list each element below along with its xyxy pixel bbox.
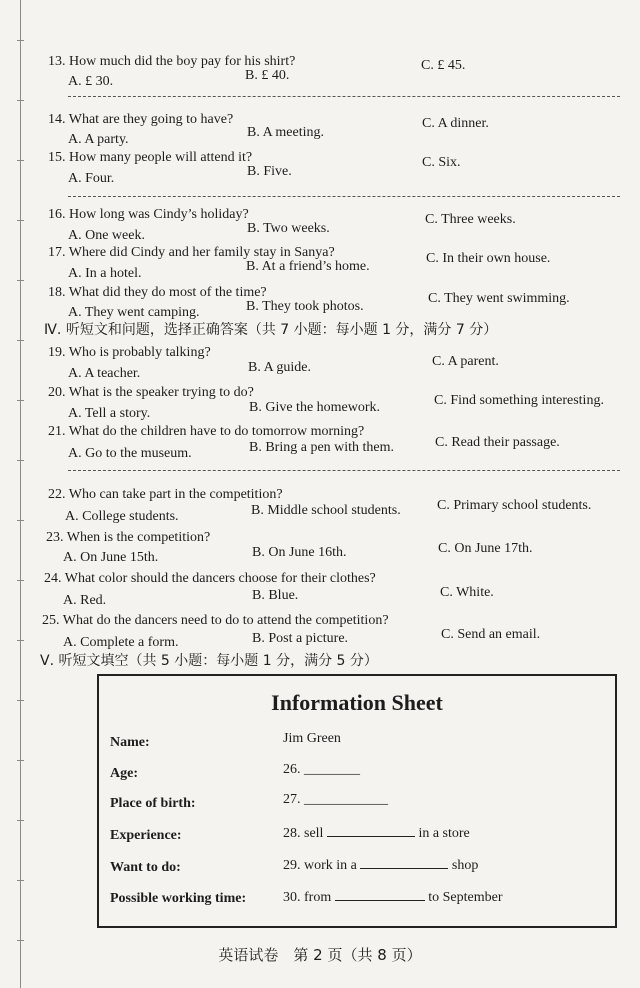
margin-tick xyxy=(17,460,24,461)
want-to-do-suffix: shop xyxy=(451,858,479,873)
q17-option-a: A. In a hotel. xyxy=(68,266,142,281)
question-15: 15. How many people will attend it? xyxy=(48,150,253,165)
q16-option-b: B. Two weeks. xyxy=(247,221,330,236)
q25-option-c: C. Send an email. xyxy=(441,627,541,642)
margin-tick xyxy=(17,820,24,821)
margin-tick xyxy=(17,760,24,761)
q13-option-a: A. £ 30. xyxy=(68,74,114,89)
q21-option-b: B. Bring a pen with them. xyxy=(249,440,395,455)
q15-option-c: C. Six. xyxy=(422,155,461,170)
question-21: 21. What do the children have to do tomorrow morning? xyxy=(48,424,365,439)
q16-option-c: C. Three weeks. xyxy=(425,212,516,227)
q21-option-a: A. Go to the museum. xyxy=(68,446,192,461)
q14-option-b: B. A meeting. xyxy=(247,125,324,140)
q25-option-b: B. Post a picture. xyxy=(252,631,349,646)
information-sheet-title: Information Sheet xyxy=(271,690,443,715)
q15-option-a: A. Four. xyxy=(68,171,115,186)
age-label: Age: xyxy=(110,766,138,781)
margin-tick xyxy=(17,280,24,281)
q23-option-b: B. On June 16th. xyxy=(252,545,347,560)
q18-option-c: C. They went swimming. xyxy=(428,291,570,306)
divider-line xyxy=(68,196,620,197)
q16-option-a: A. One week. xyxy=(68,228,145,243)
divider-line xyxy=(68,470,620,471)
name-value: Jim Green xyxy=(283,731,341,746)
section-iv-heading: Ⅳ. 听短文和问题，选择正确答案（共 7 小题：每小题 1 分，满分 7 分） xyxy=(44,322,498,338)
q24-option-c: C. White. xyxy=(440,585,494,600)
q20-option-b: B. Give the homework. xyxy=(249,400,381,415)
want-to-do-label: Want to do: xyxy=(110,860,181,875)
working-time-suffix: to September xyxy=(428,890,503,905)
age-blank: 26. ________ xyxy=(283,762,360,777)
question-18: 18. What did they do most of the time? xyxy=(48,285,267,300)
question-20: 20. What is the speaker trying to do? xyxy=(48,385,254,400)
q13-option-c: C. £ 45. xyxy=(421,58,466,73)
experience-suffix: in a store xyxy=(418,826,470,841)
q22-option-c: C. Primary school students. xyxy=(437,498,592,513)
margin-tick xyxy=(17,580,24,581)
q14-option-a: A. A party. xyxy=(68,132,129,147)
margin-tick xyxy=(17,640,24,641)
want-to-do-prefix: 29. work in a xyxy=(283,858,357,873)
question-24: 24. What color should the dancers choose for their clothes? xyxy=(44,571,376,586)
q23-option-c: C. On June 17th. xyxy=(438,541,533,556)
q22-option-b: B. Middle school students. xyxy=(251,503,401,518)
margin-tick xyxy=(17,940,24,941)
information-sheet xyxy=(97,674,617,928)
q24-option-b: B. Blue. xyxy=(252,588,299,603)
margin-tick xyxy=(17,520,24,521)
question-23: 23. When is the competition? xyxy=(46,530,211,545)
want-to-do-value xyxy=(283,855,478,874)
margin-tick xyxy=(17,220,24,221)
q21-option-c: C. Read their passage. xyxy=(435,435,560,450)
question-19: 19. Who is probably talking? xyxy=(48,345,211,360)
q18-option-b: B. They took photos. xyxy=(246,299,364,314)
question-17: 17. Where did Cindy and her family stay in Sanya? xyxy=(48,245,335,260)
q14-option-c: C. A dinner. xyxy=(422,116,489,131)
experience-label: Experience: xyxy=(110,828,182,843)
question-13: 13. How much did the boy pay for his shirt? xyxy=(48,54,296,69)
experience-prefix: 28. sell xyxy=(283,826,324,841)
q18-option-a: A. They went camping. xyxy=(68,305,200,320)
question-16: 16. How long was Cindy’s holiday? xyxy=(48,207,249,222)
q20-option-c: C. Find something interesting. xyxy=(434,393,604,408)
margin-tick xyxy=(17,340,24,341)
q19-option-a: A. A teacher. xyxy=(68,366,141,381)
q24-option-a: A. Red. xyxy=(63,593,107,608)
place-of-birth-blank: 27. ____________ xyxy=(283,792,388,807)
margin-tick xyxy=(17,160,24,161)
margin-tick xyxy=(17,400,24,401)
divider-line xyxy=(68,96,620,97)
binding-margin-line xyxy=(20,0,21,988)
working-time-label: Possible working time: xyxy=(110,891,247,906)
name-label: Name: xyxy=(110,735,150,750)
working-time-blank xyxy=(335,887,425,901)
question-14: 14. What are they going to have? xyxy=(48,112,234,127)
margin-tick xyxy=(17,100,24,101)
want-to-do-blank xyxy=(360,855,448,869)
margin-tick xyxy=(17,700,24,701)
q22-option-a: A. College students. xyxy=(65,509,179,524)
question-22: 22. Who can take part in the competition? xyxy=(48,487,283,502)
q15-option-b: B. Five. xyxy=(247,164,292,179)
page-footer: 英语试卷 第 2 页（共 8 页） xyxy=(218,946,422,964)
q20-option-a: A. Tell a story. xyxy=(68,406,151,421)
q25-option-a: A. Complete a form. xyxy=(63,635,179,650)
section-v-heading: Ⅴ. 听短文填空（共 5 小题：每小题 1 分，满分 5 分） xyxy=(40,653,378,669)
working-time-value xyxy=(283,887,502,906)
q19-option-c: C. A parent. xyxy=(432,354,499,369)
working-time-prefix: 30. from xyxy=(283,890,332,905)
q13-option-b: B. £ 40. xyxy=(245,68,290,83)
margin-tick xyxy=(17,880,24,881)
q17-option-c: C. In their own house. xyxy=(426,251,551,266)
margin-tick xyxy=(17,40,24,41)
place-of-birth-label: Place of birth: xyxy=(110,796,196,811)
q23-option-a: A. On June 15th. xyxy=(63,550,159,565)
experience-blank xyxy=(327,823,415,837)
experience-value xyxy=(283,823,470,842)
q17-option-b: B. At a friend’s home. xyxy=(246,259,370,274)
q19-option-b: B. A guide. xyxy=(248,360,312,375)
question-25: 25. What do the dancers need to do to attend the competition? xyxy=(42,613,389,628)
